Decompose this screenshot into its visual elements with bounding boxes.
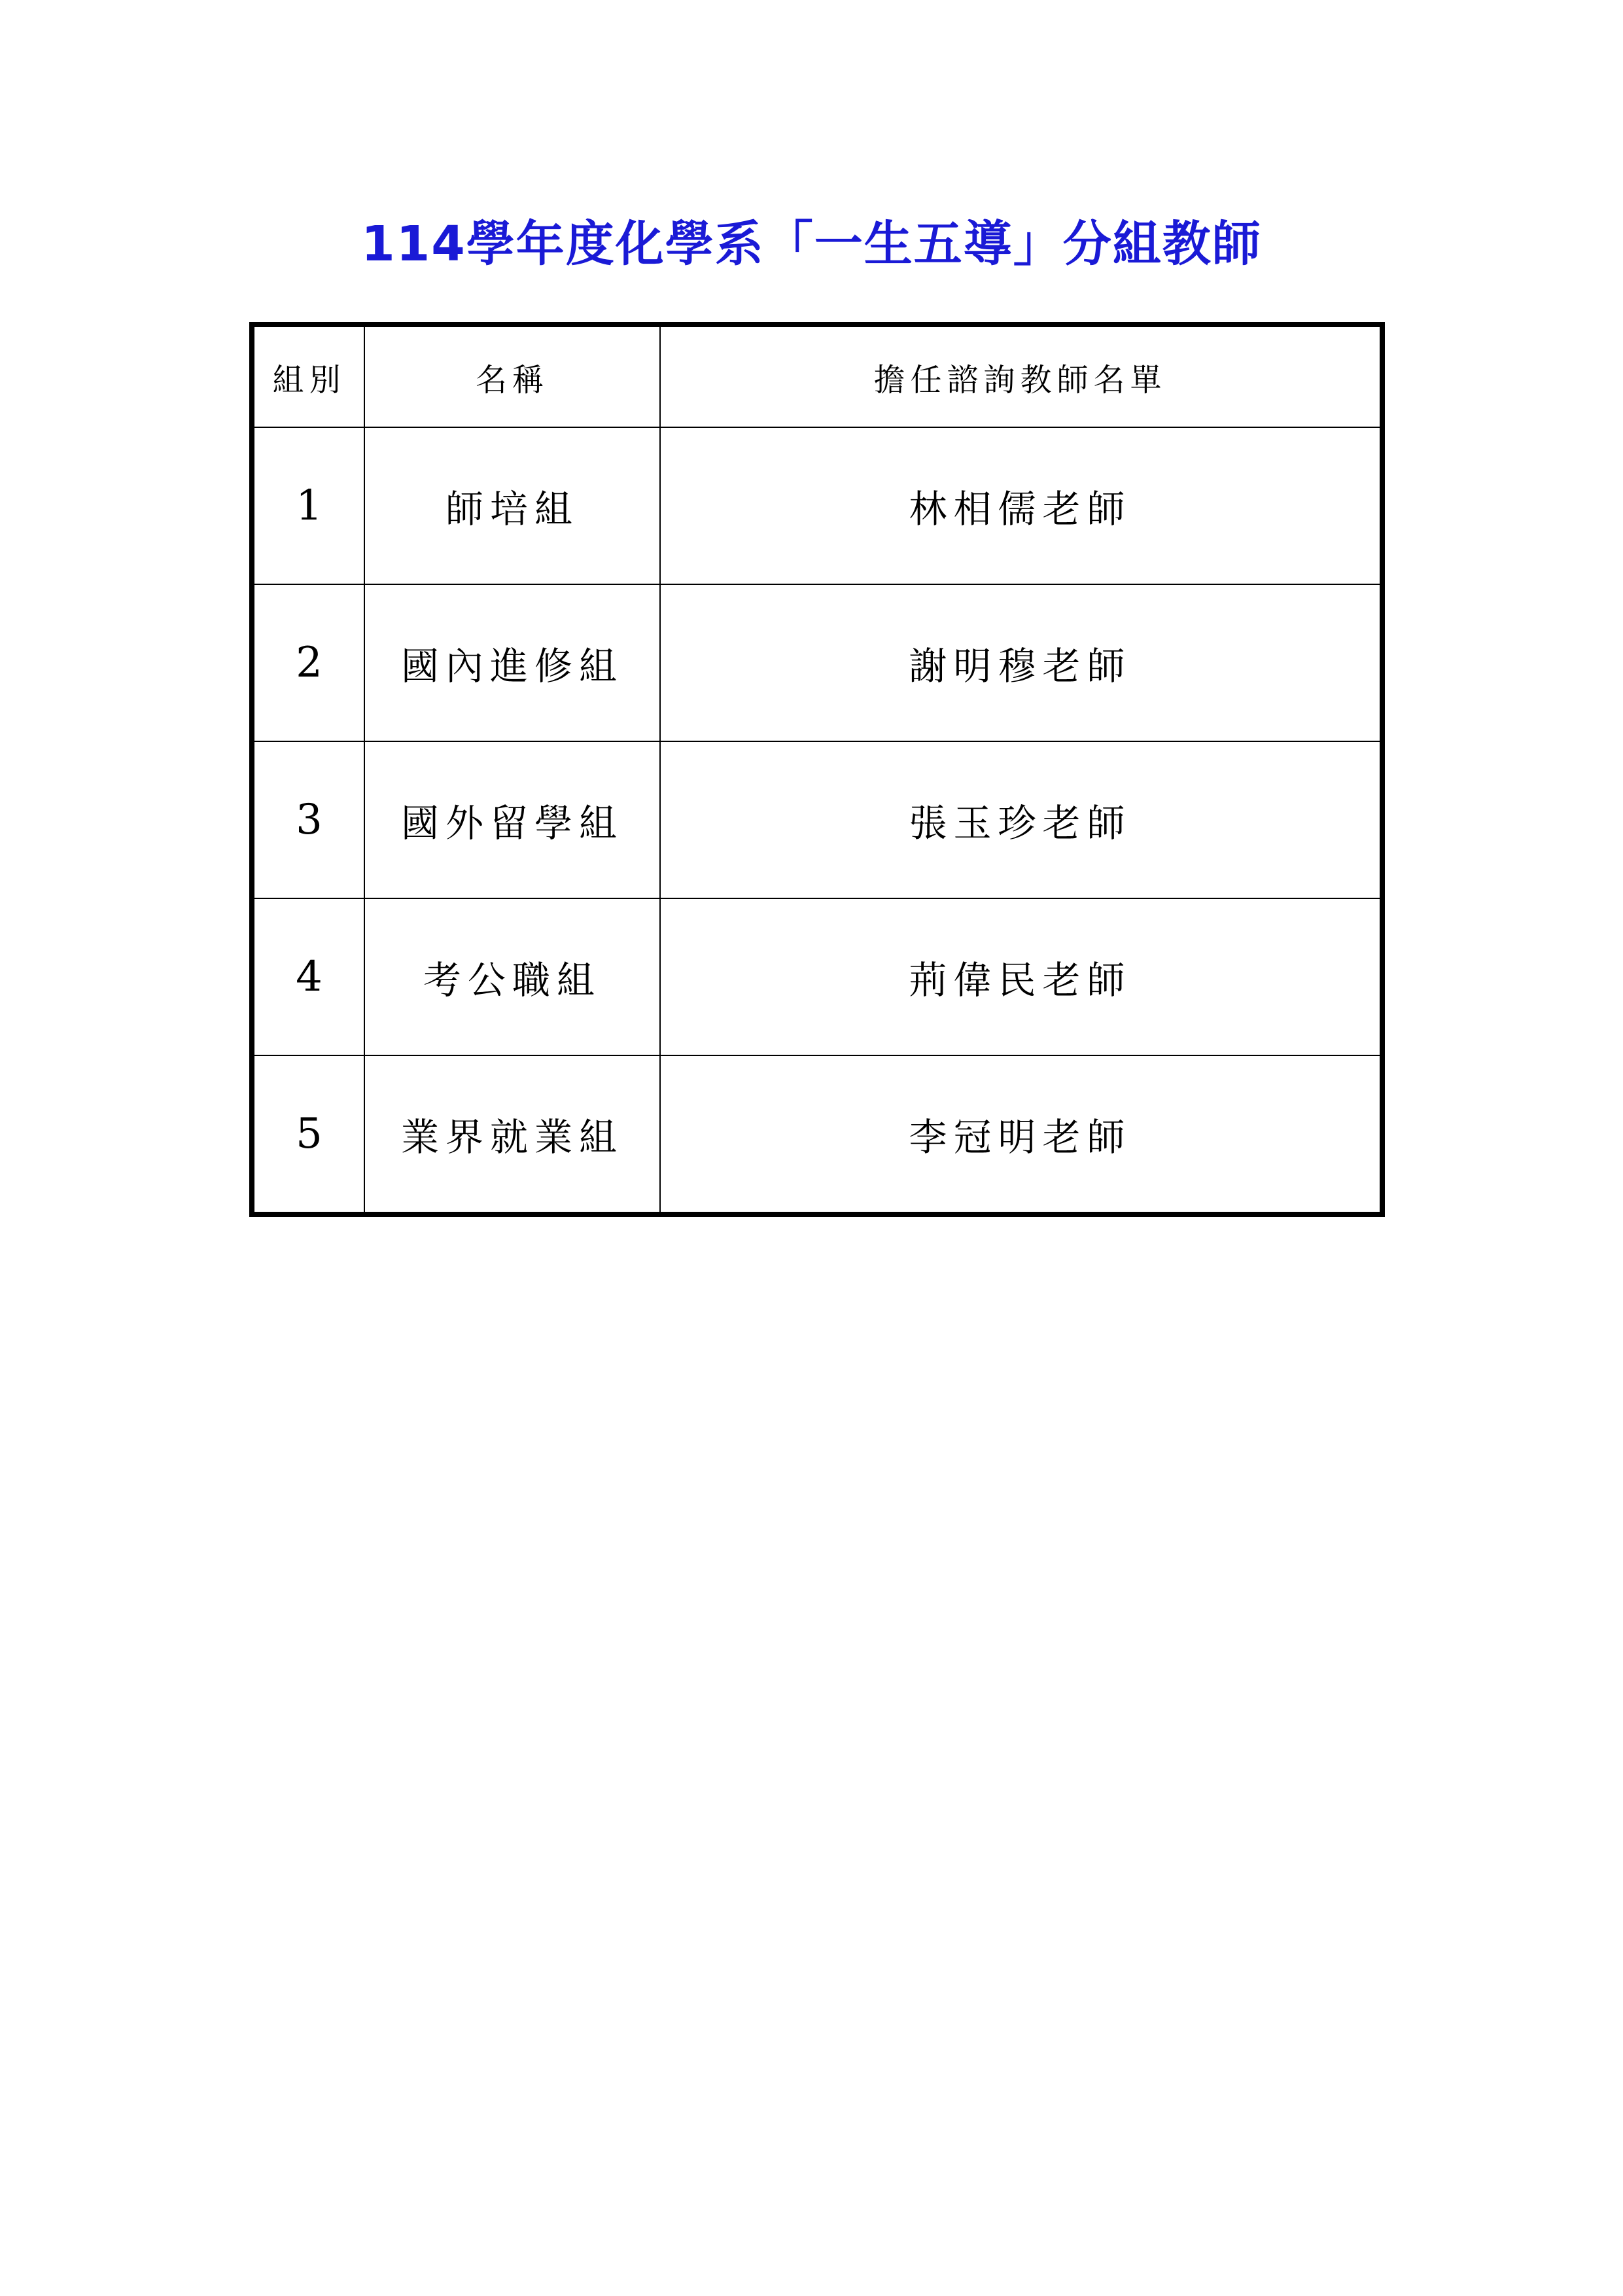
table-row xyxy=(252,898,1382,1055)
group-number-cell: 4 xyxy=(252,898,364,1055)
group-name-cell: 考公職組 xyxy=(364,898,660,1055)
table-row xyxy=(252,427,1382,584)
advisor-cell: 李冠明老師 xyxy=(660,1055,1382,1214)
table-row xyxy=(252,584,1382,741)
group-number-cell: 5 xyxy=(252,1055,364,1214)
header-group-number: 組別 xyxy=(252,325,364,427)
group-name-cell: 國內進修組 xyxy=(364,584,660,741)
advisor-cell: 荊偉民老師 xyxy=(660,898,1382,1055)
advisor-table xyxy=(249,322,1385,1217)
header-row xyxy=(252,325,1382,427)
group-name-cell: 業界就業組 xyxy=(364,1055,660,1214)
advisor-cell: 謝明穆老師 xyxy=(660,584,1382,741)
advisor-cell: 張玉珍老師 xyxy=(660,741,1382,898)
header-advisor-list: 擔任諮詢教師名單 xyxy=(660,325,1382,427)
page-title: 114學年度化學系「一生五導」分組教師 xyxy=(361,216,1262,272)
group-name-cell: 師培組 xyxy=(364,427,660,584)
advisor-cell: 林相儒老師 xyxy=(660,427,1382,584)
header-group-name: 名稱 xyxy=(364,325,660,427)
table-row xyxy=(252,741,1382,898)
group-name-cell: 國外留學組 xyxy=(364,741,660,898)
group-number-cell: 3 xyxy=(252,741,364,898)
group-number-cell: 2 xyxy=(252,584,364,741)
group-number-cell: 1 xyxy=(252,427,364,584)
table-body xyxy=(252,427,1382,1214)
table-header xyxy=(252,325,1382,427)
table-row xyxy=(252,1055,1382,1214)
